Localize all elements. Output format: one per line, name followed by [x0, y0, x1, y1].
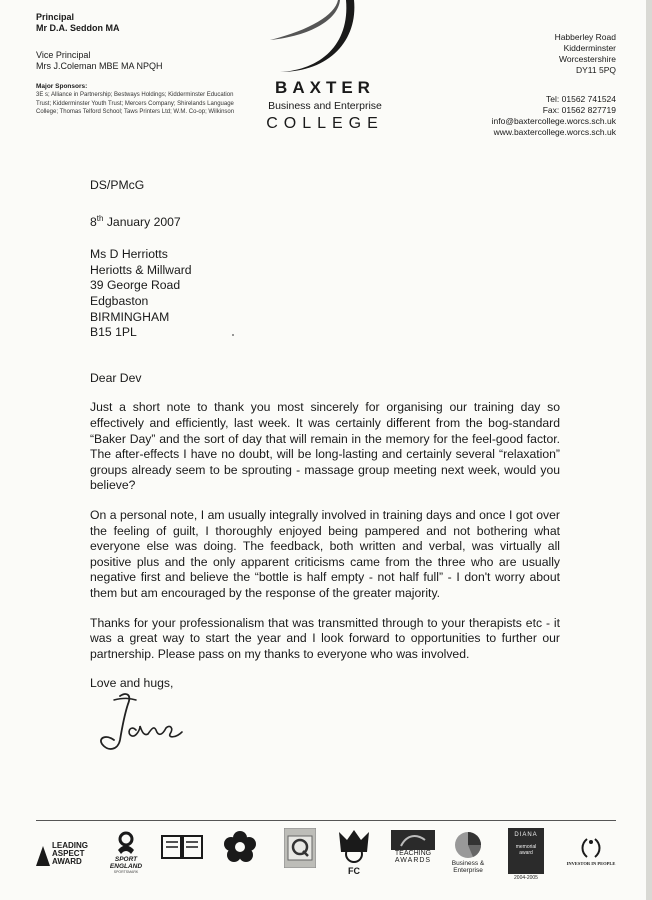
paragraph: On a personal note, I am usually integrally involved in training days and once I got over the feeling of guilt, I thoroughly enjoyed being pampered and not bothering what everyone else was doing. The feedback, both written and verbal, was virtually all positive plus and the only apparent criticisms came from the three who are usually negative first and believe the “bottle is half empty - not half full” - I don't worry about them but am encouraged by the response of the greater majority. [90, 507, 560, 600]
telephone: Tel: 01562 741524 [546, 94, 616, 104]
address-line: Worcestershire [559, 54, 616, 64]
sport-england-logo: SPORT ENGLAND SPORTSMARK [104, 828, 148, 888]
laurel-wreath-icon [579, 836, 603, 860]
website-link[interactable]: www.baxtercollege.worcs.sch.uk [493, 127, 616, 137]
paragraph: Thanks for your professionalism that was transmitted through to your therapists etc - it was a great way to start the year and I look forward to opportunities to further our partnership. Please pass on my thanks to everyone who was involved. [90, 615, 560, 661]
vice-principal-role: Vice Principal [36, 50, 91, 60]
leading-aspect-award-logo: LEADING ASPECT AWARD [36, 828, 94, 888]
college-logo [250, 0, 400, 140]
fax: Fax: 01562 827719 [542, 105, 616, 115]
technology-college-logo [218, 828, 262, 888]
book-award-logo [158, 828, 206, 888]
staff-block [36, 12, 246, 117]
recipient-line: B15 1PL [90, 325, 137, 340]
business-enterprise-logo: Business & Enterprise [446, 828, 490, 888]
diana-award-logo: DIANA memorial award 2004-2005 [506, 828, 546, 888]
leading-aspect-icon [36, 846, 50, 866]
football-club-logo: FC [334, 828, 374, 888]
pie-chart-icon [453, 830, 483, 860]
reference: DS/PMcG [90, 178, 145, 192]
recipient-line: Edgbaston [90, 294, 149, 309]
flower-icon [223, 830, 257, 864]
teaching-awards-icon [391, 830, 435, 850]
open-book-icon [160, 832, 204, 862]
paragraph: Just a short note to thank you most sincerely for organising our training day so effectively and efficiently, last week. It was certainly different from the bog-standard “Baker Day” and the sort of day that will remain in the memory for the feel-good factor. The after-effects I have no doubt, will be long-lasting and certainly several “relaxation” groups already seem to be sprouting - massage group meeting next week, would you believe? [90, 400, 560, 493]
recipient-line: 39 George Road [90, 278, 181, 293]
logo-college: COLLEGE [266, 115, 384, 132]
sponsors-title: Major Sponsors: [36, 83, 88, 90]
logo-tagline: Business and Enterprise [268, 100, 382, 112]
quality-mark-logo [280, 828, 320, 888]
address-line: Habberley Road [554, 32, 616, 42]
address-line: DY11 5PQ [575, 65, 616, 75]
swoosh-logo-icon [250, 0, 400, 80]
salutation: Dear Dev [90, 370, 142, 385]
quality-mark-icon [284, 828, 316, 868]
diana-badge: DIANA memorial award [508, 828, 544, 874]
letter-date: 8th January 2007 [90, 213, 181, 229]
investor-in-people-logo: INVESTOR IN PEOPLE [562, 828, 620, 888]
award-logos [36, 828, 616, 888]
address-line: Kidderminster [563, 43, 616, 53]
sport-england-icon [113, 830, 139, 856]
teaching-awards-logo: TEACHING AWARDS [390, 828, 436, 888]
closing: Love and hugs, [90, 676, 174, 691]
handwritten-signature [96, 690, 206, 760]
recipient-line: BIRMINGHAM [90, 309, 170, 324]
college-contact-block [446, 32, 616, 138]
sponsors-list: 3E s; Alliance in Partnership; Bestways Holdings; Kidderminster Education Trust; Kidderminster Youth Trust; Mercers Company; Shirelands Language College; Thomas Telford School; Taws Printers Ltd; W.M. Co-op; Wilkinson [36, 92, 235, 115]
logo-name: BAXTER [275, 78, 375, 97]
recipient-address [90, 247, 560, 341]
letter-body [90, 178, 560, 692]
footer-divider [36, 820, 616, 821]
principal-name: Mr D.A. Seddon MA [36, 23, 120, 33]
recipient-line: Ms D Herriotts [90, 247, 168, 262]
vice-principal-name: Mrs J.Coleman MBE MA NPQH [36, 61, 163, 71]
email-link[interactable]: info@baxtercollege.worcs.sch.uk [491, 116, 616, 126]
recipient-line: Heriotts & Millward [90, 262, 192, 277]
principal-role: Principal [36, 12, 75, 22]
